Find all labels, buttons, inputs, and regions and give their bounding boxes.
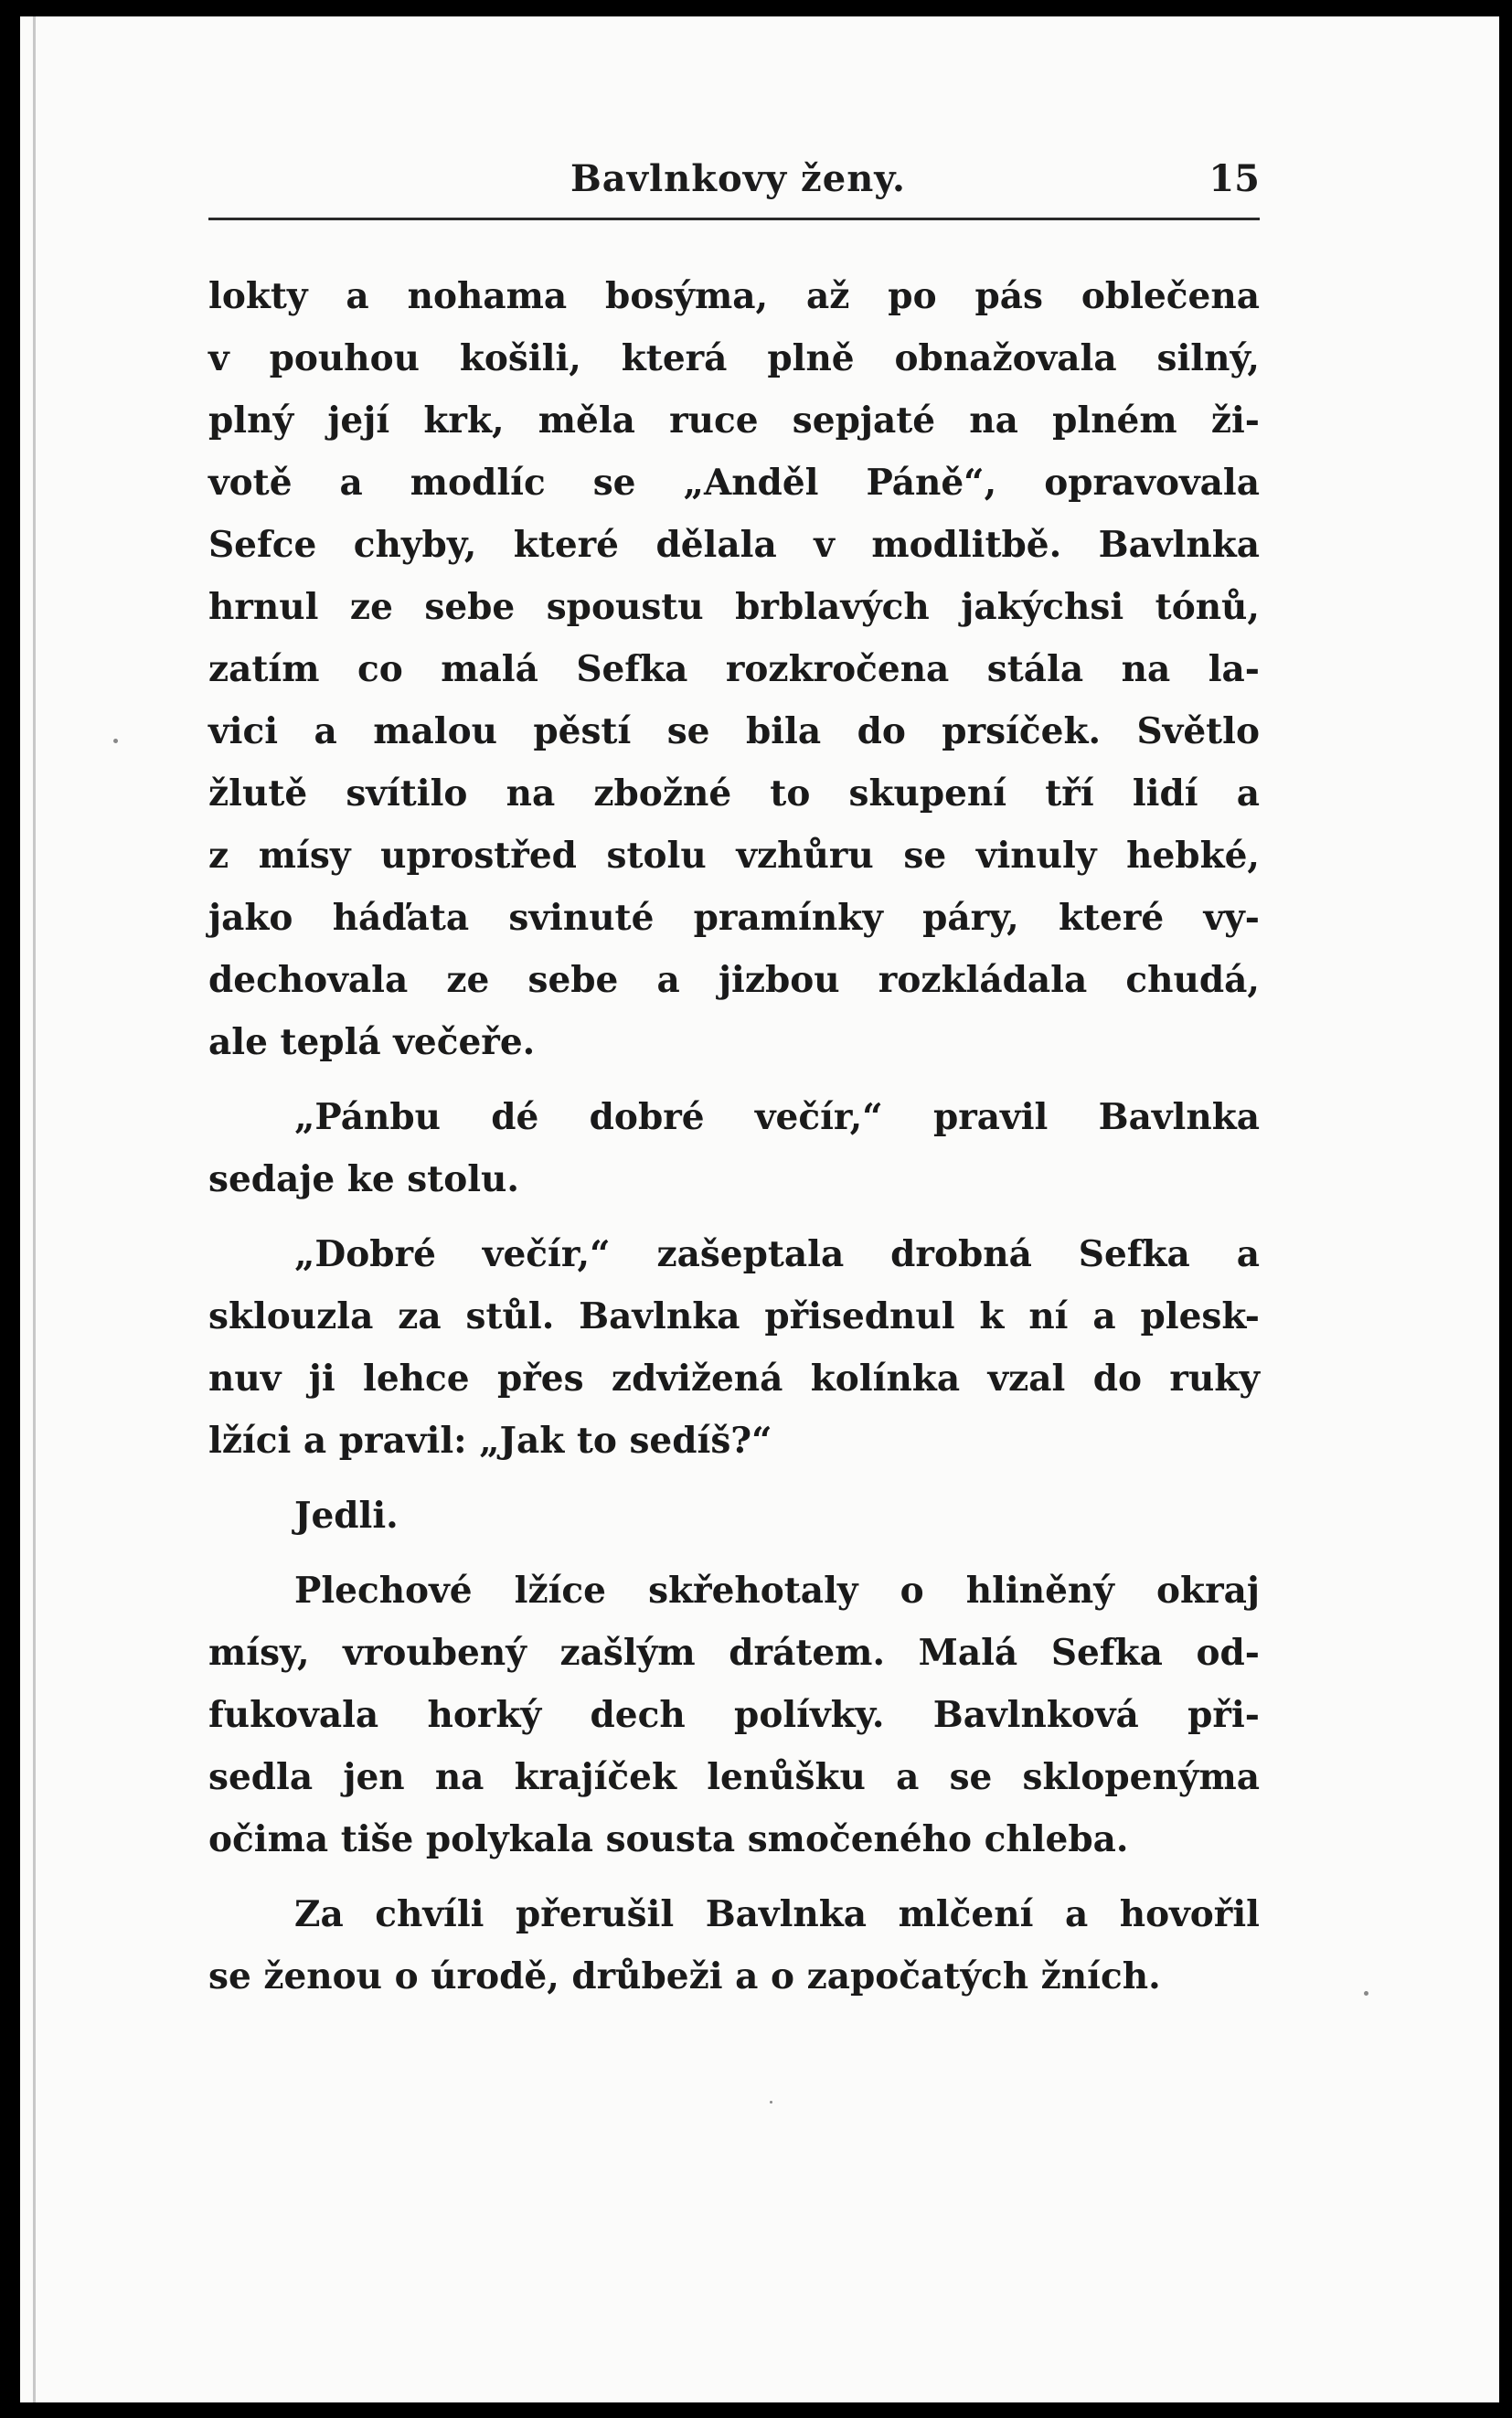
paragraph <box>208 1883 1260 2008</box>
paragraph-gap <box>208 1870 1260 1883</box>
text-line: Plechové lžíce skřehotaly o hliněný okraj <box>294 1570 1260 1612</box>
text-line: plný její krk, měla ruce sepjaté na plném ži- <box>208 399 1260 442</box>
text-line: hrnul ze sebe spoustu brblavých jakýchsi tónů, <box>208 586 1260 628</box>
text-line: „Pánbu dé dobré večír,“ pravil Bavlnka <box>294 1096 1260 1138</box>
text-line: fukovala horký dech polívky. Bavlnková při- <box>208 1694 1260 1736</box>
paragraph <box>208 1560 1260 1870</box>
text-line: očima tiše polykala sousta smočeného chleba. <box>208 1818 1129 1860</box>
page-number: 15 <box>1209 157 1260 200</box>
text-line: Za chvíli přerušil Bavlnka mlčení a hovořil <box>294 1893 1260 1935</box>
text-line: nuv ji lehce přes zdvižená kolínka vzal do ruky <box>208 1358 1260 1400</box>
body-text <box>208 265 1260 2008</box>
header-rule <box>208 218 1260 220</box>
text-line: v pouhou košili, která plně obnažovala silný, <box>208 337 1260 379</box>
text-line: votě a modlíc se „Anděl Páně“, opravovala <box>208 462 1260 504</box>
paragraph-gap <box>208 1210 1260 1223</box>
paragraph <box>208 1086 1260 1210</box>
page-header <box>208 152 1260 207</box>
paper-speck <box>1364 1991 1368 1996</box>
paragraph-gap <box>208 1073 1260 1086</box>
text-line: se ženou o úrodě, drůbeži a o započatých žních. <box>208 1955 1161 1997</box>
paragraph <box>208 1223 1260 1472</box>
text-line: Jedli. <box>294 1495 399 1537</box>
text-line: sedaje ke stolu. <box>208 1158 519 1200</box>
text-line: z mísy uprostřed stolu vzhůru se vinuly hebké, <box>208 835 1260 877</box>
paragraph-gap <box>208 1472 1260 1485</box>
text-line: lžíci a pravil: „Jak to sedíš?“ <box>208 1420 772 1462</box>
text-line: vici a malou pěstí se bila do prsíček. Světlo <box>208 710 1260 752</box>
page-gutter-edge <box>33 16 36 2402</box>
paragraph <box>208 1485 1260 1547</box>
paragraph <box>208 265 1260 1073</box>
text-line: „Dobré večír,“ zašeptala drobná Sefka a <box>294 1233 1260 1275</box>
text-line: sedla jen na krajíček lenůšku a se sklopenýma <box>208 1756 1260 1798</box>
text-line: sklouzla za stůl. Bavlnka přisednul k ní a plesk- <box>208 1295 1260 1337</box>
book-page <box>20 16 1499 2402</box>
text-line: jako háďata svinuté pramínky páry, které vy- <box>208 897 1260 939</box>
text-line: zatím co malá Sefka rozkročena stála na la- <box>208 648 1260 690</box>
paper-speck <box>113 739 118 743</box>
running-title: Bavlnkovy ženy. <box>570 157 906 200</box>
text-line: mísy, vroubený zašlým drátem. Malá Sefka od- <box>208 1632 1260 1674</box>
text-line: lokty a nohama bosýma, až po pás oblečena <box>208 275 1260 317</box>
paragraph-gap <box>208 1547 1260 1560</box>
text-line: ale teplá večeře. <box>208 1021 536 1063</box>
paper-speck <box>770 2101 772 2104</box>
text-line: žlutě svítilo na zbožné to skupení tří lidí a <box>208 772 1260 815</box>
text-line: Sefce chyby, které dělala v modlitbě. Bavlnka <box>208 524 1260 566</box>
text-line: dechovala ze sebe a jizbou rozkládala chudá, <box>208 959 1260 1001</box>
